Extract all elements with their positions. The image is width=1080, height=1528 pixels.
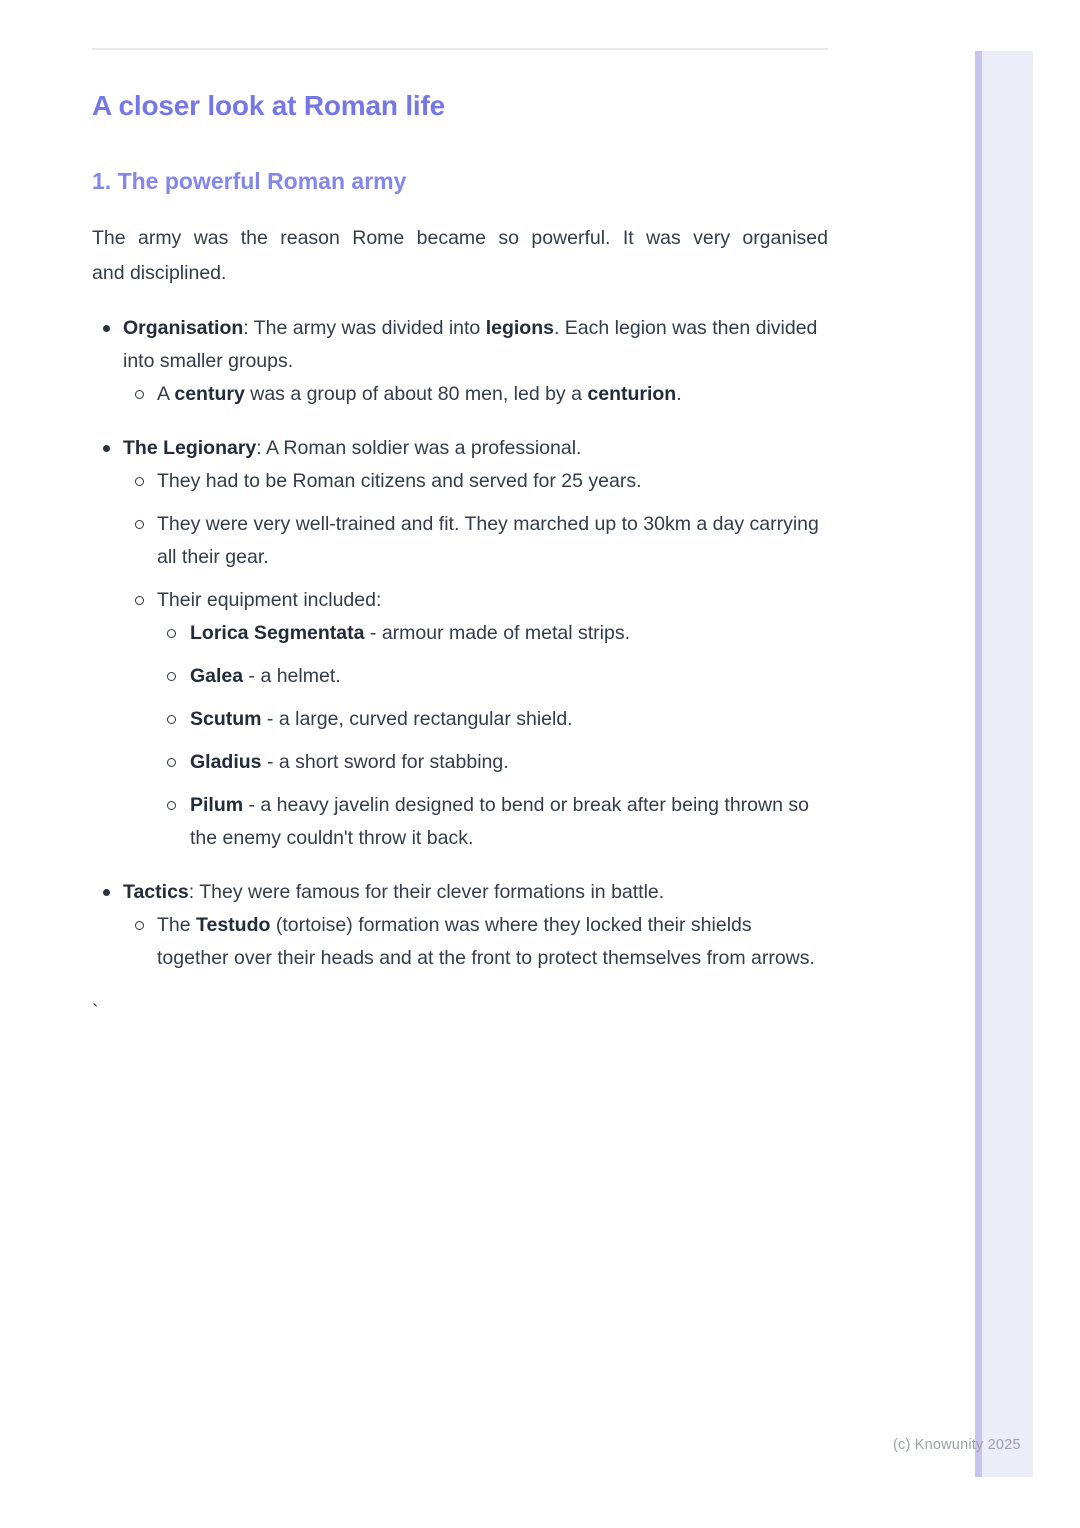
copyright-footer: (c) Knowunity 2025 [893, 1437, 1021, 1453]
list-item-gladius [157, 746, 828, 779]
citizens-text: They had to be Roman citizens and served for 25 years. [157, 470, 642, 492]
bullet-circle-icon [135, 477, 144, 486]
tactics-text: : They were famous for their clever formations in battle. [188, 881, 665, 903]
pilum-desc: - a heavy javelin designed to bend or break after being thrown so the enemy couldn't throw it back. [190, 794, 809, 849]
bullet-disc-icon [103, 889, 110, 896]
list-item-citizens [123, 465, 828, 498]
bullet-circle-icon [167, 758, 176, 767]
term-legionary: The Legionary [123, 437, 257, 459]
bullet-circle-icon [135, 520, 144, 529]
list-item-century [123, 378, 828, 411]
top-divider [92, 48, 828, 50]
stray-backtick: ` [92, 1001, 99, 1023]
list-item-training [123, 508, 828, 574]
term-tactics: Tactics [123, 881, 189, 903]
list-item-tactics [92, 876, 828, 975]
intro-line-2: and disciplined. [92, 262, 227, 284]
legionary-text: : A Roman soldier was a professional. [256, 437, 582, 459]
century-text-1: A [157, 383, 175, 405]
bullet-disc-icon [103, 445, 110, 452]
bullet-circle-icon [135, 921, 144, 930]
gladius-desc: - a short sword for stabbing. [261, 751, 509, 773]
bullet-disc-icon [103, 325, 110, 332]
equipment-intro-text: Their equipment included: [157, 589, 382, 611]
training-text: They were very well-trained and fit. They marched up to 30km a day carrying all their gear. [157, 513, 819, 568]
term-gladius: Gladius [190, 751, 262, 773]
list-item-legionary [92, 432, 828, 855]
scutum-desc: - a large, curved rectangular shield. [261, 708, 573, 730]
tactics-sublist [123, 909, 828, 975]
list-item-lorica [157, 617, 828, 650]
bullet-circle-icon [167, 715, 176, 724]
list-item-pilum [157, 789, 828, 855]
century-text-2: was a group of about 80 men, led by a [244, 383, 588, 405]
lorica-desc: - armour made of metal strips. [364, 622, 630, 644]
term-organisation: Organisation [123, 317, 244, 339]
intro-line-1: The army was the reason Rome became so powerful. It was very organised [92, 227, 828, 249]
section-heading: 1. The powerful Roman army [92, 168, 407, 194]
organisation-text-1: : The army was divided into [243, 317, 486, 339]
equipment-list [157, 617, 828, 855]
list-item-testudo [123, 909, 828, 975]
bullet-circle-icon [135, 390, 144, 399]
list-item-scutum [157, 703, 828, 736]
organisation-sublist [123, 378, 828, 411]
term-galea: Galea [190, 665, 244, 687]
term-legions: legions [485, 317, 554, 339]
bullet-circle-icon [167, 672, 176, 681]
century-text-3: . [676, 383, 682, 405]
term-centurion: centurion [587, 383, 677, 405]
page-title: A closer look at Roman life [92, 90, 445, 121]
bullet-circle-icon [135, 596, 144, 605]
side-stripe [975, 51, 1033, 1477]
list-item-galea [157, 660, 828, 693]
testudo-text-1: The [157, 914, 197, 936]
bullet-circle-icon [167, 801, 176, 810]
term-lorica: Lorica Segmentata [190, 622, 365, 644]
bullet-circle-icon [167, 629, 176, 638]
legionary-sublist [123, 465, 828, 855]
term-pilum: Pilum [190, 794, 244, 816]
galea-desc: - a helmet. [243, 665, 341, 687]
list-item-equipment [123, 584, 828, 855]
army-topics-list [92, 312, 828, 975]
testudo-text-2: (tortoise) formation was where they locked their shields together over their heads and at the front to protect themselves from arrows. [157, 914, 815, 969]
term-testudo: Testudo [196, 914, 271, 936]
term-scutum: Scutum [190, 708, 262, 730]
list-item-organisation [92, 312, 828, 411]
term-century: century [174, 383, 245, 405]
organisation-text-2: . Each legion was then divided into smaller groups. [123, 317, 818, 372]
intro-paragraph [92, 221, 828, 291]
